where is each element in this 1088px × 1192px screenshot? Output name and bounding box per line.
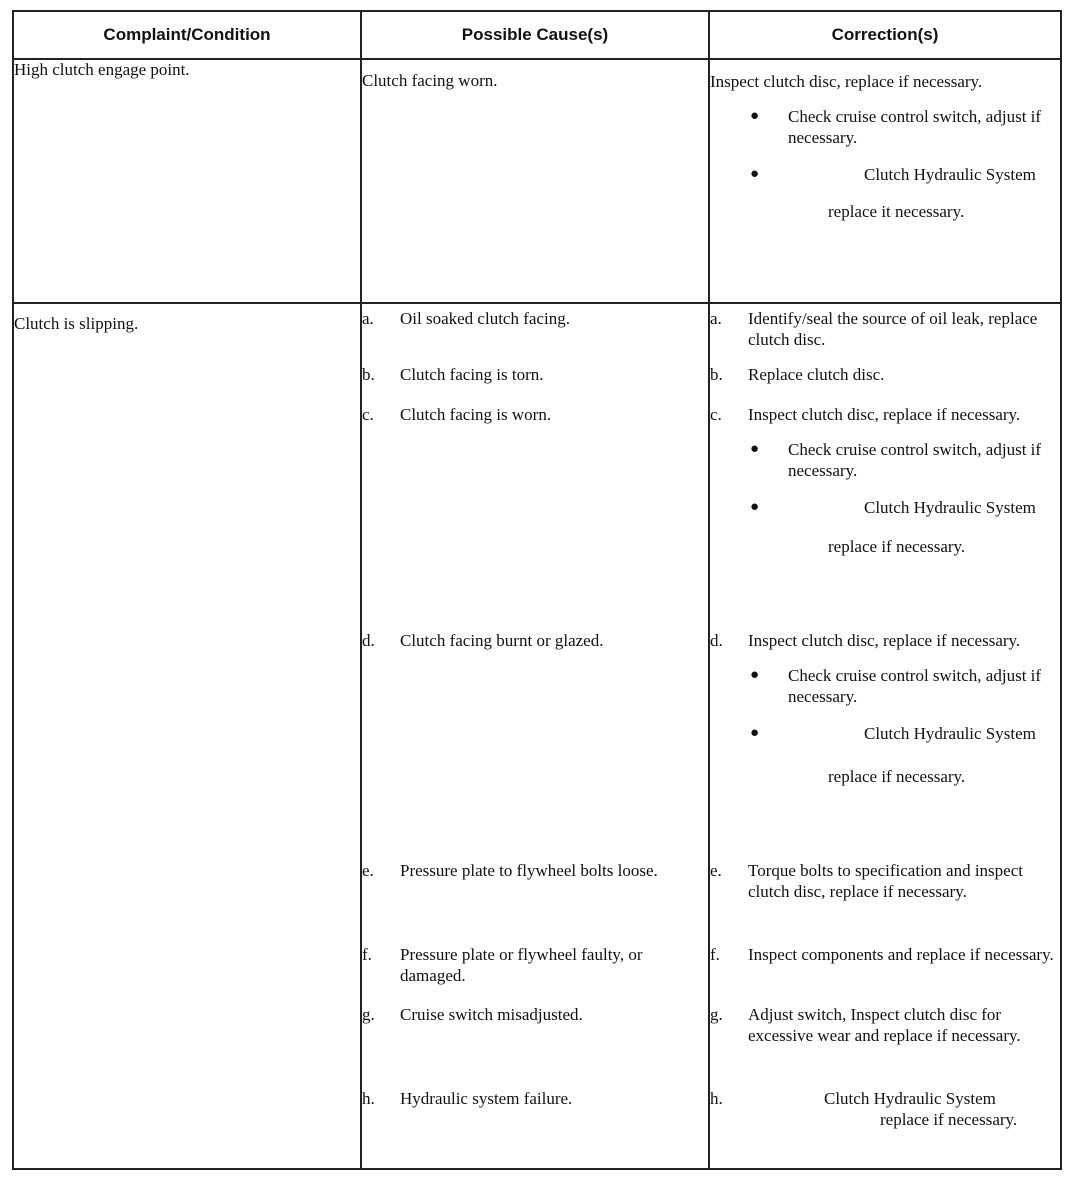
correction-cell	[709, 303, 1061, 1169]
correction-tail: replace it necessary.	[828, 202, 965, 221]
header-complaint: Complaint/Condition	[13, 11, 361, 59]
cause-item: g. Cruise switch misadjusted.	[362, 1005, 583, 1024]
header-row	[13, 11, 1061, 59]
correction-item: b. Replace clutch disc.	[710, 365, 885, 384]
correction-group	[710, 630, 1060, 860]
bullet-icon: ●	[750, 667, 760, 683]
correction-item: a. Identify/seal the source of oil leak, replace clutch disc.	[710, 309, 1038, 349]
bullet-item: ● Clutch Hydraulic System	[750, 498, 1036, 517]
table-row	[13, 59, 1061, 303]
bullet-icon: ●	[750, 108, 760, 124]
correction-item: g. Adjust switch, Inspect clutch disc for excessive wear and replace if necessary.	[710, 1005, 1021, 1045]
table-row	[13, 303, 1061, 1169]
correction-item: f. Inspect components and replace if necessary.	[710, 945, 1054, 964]
correction-tail: replace if necessary.	[828, 767, 966, 786]
bullet-icon: ●	[750, 441, 760, 457]
cause-cell	[361, 303, 709, 1169]
complaint-cell: Clutch is slipping.	[13, 303, 361, 1169]
correction-item: c. Inspect clutch disc, replace if necessary.	[710, 405, 1021, 424]
cause-item: a. Oil soaked clutch facing.	[362, 309, 570, 328]
bullet-item: ● Check cruise control switch, adjust if necessary.	[750, 440, 1042, 480]
correction-tail: replace if necessary.	[828, 537, 966, 556]
bullet-icon: ●	[750, 499, 760, 515]
correction-item: d. Inspect clutch disc, replace if necessary.	[710, 631, 1021, 650]
correction-group	[710, 1088, 1060, 1168]
cause-item: f. Pressure plate or flywheel faulty, or damaged.	[362, 945, 643, 985]
complaint-cell: High clutch engage point.	[13, 59, 361, 303]
cause-item: h. Hydraulic system failure.	[362, 1089, 573, 1108]
diagnosis-table	[12, 10, 1062, 1170]
correction-item: h. Clutch Hydraulic System	[710, 1089, 996, 1108]
correction-item: e. Torque bolts to specification and inspect clutch disc, replace if necessary.	[710, 861, 1023, 901]
correction-group	[710, 404, 1060, 630]
header-cause: Possible Cause(s)	[361, 11, 709, 59]
cause-item: b. Clutch facing is torn.	[362, 365, 544, 384]
bullet-item: ● Check cruise control switch, adjust if necessary.	[750, 666, 1042, 706]
bullet-icon: ●	[750, 166, 760, 182]
cause-item: c. Clutch facing is worn.	[362, 405, 552, 424]
cause-cell: Clutch facing worn.	[361, 59, 709, 303]
correction-text: Inspect clutch disc, replace if necessary.	[710, 72, 983, 91]
cause-item: e. Pressure plate to flywheel bolts loose.	[362, 861, 658, 880]
header-correction: Correction(s)	[709, 11, 1061, 59]
bullet-icon: ●	[750, 725, 760, 741]
correction-tail: replace if necessary.	[880, 1110, 1018, 1129]
bullet-item: ● Clutch Hydraulic System	[750, 165, 1036, 184]
bullet-item: ● Clutch Hydraulic System	[750, 724, 1036, 743]
correction-cell	[709, 59, 1061, 303]
bullet-item: ● Check cruise control switch, adjust if necessary.	[750, 107, 1042, 147]
cause-item: d. Clutch facing burnt or glazed.	[362, 631, 604, 650]
